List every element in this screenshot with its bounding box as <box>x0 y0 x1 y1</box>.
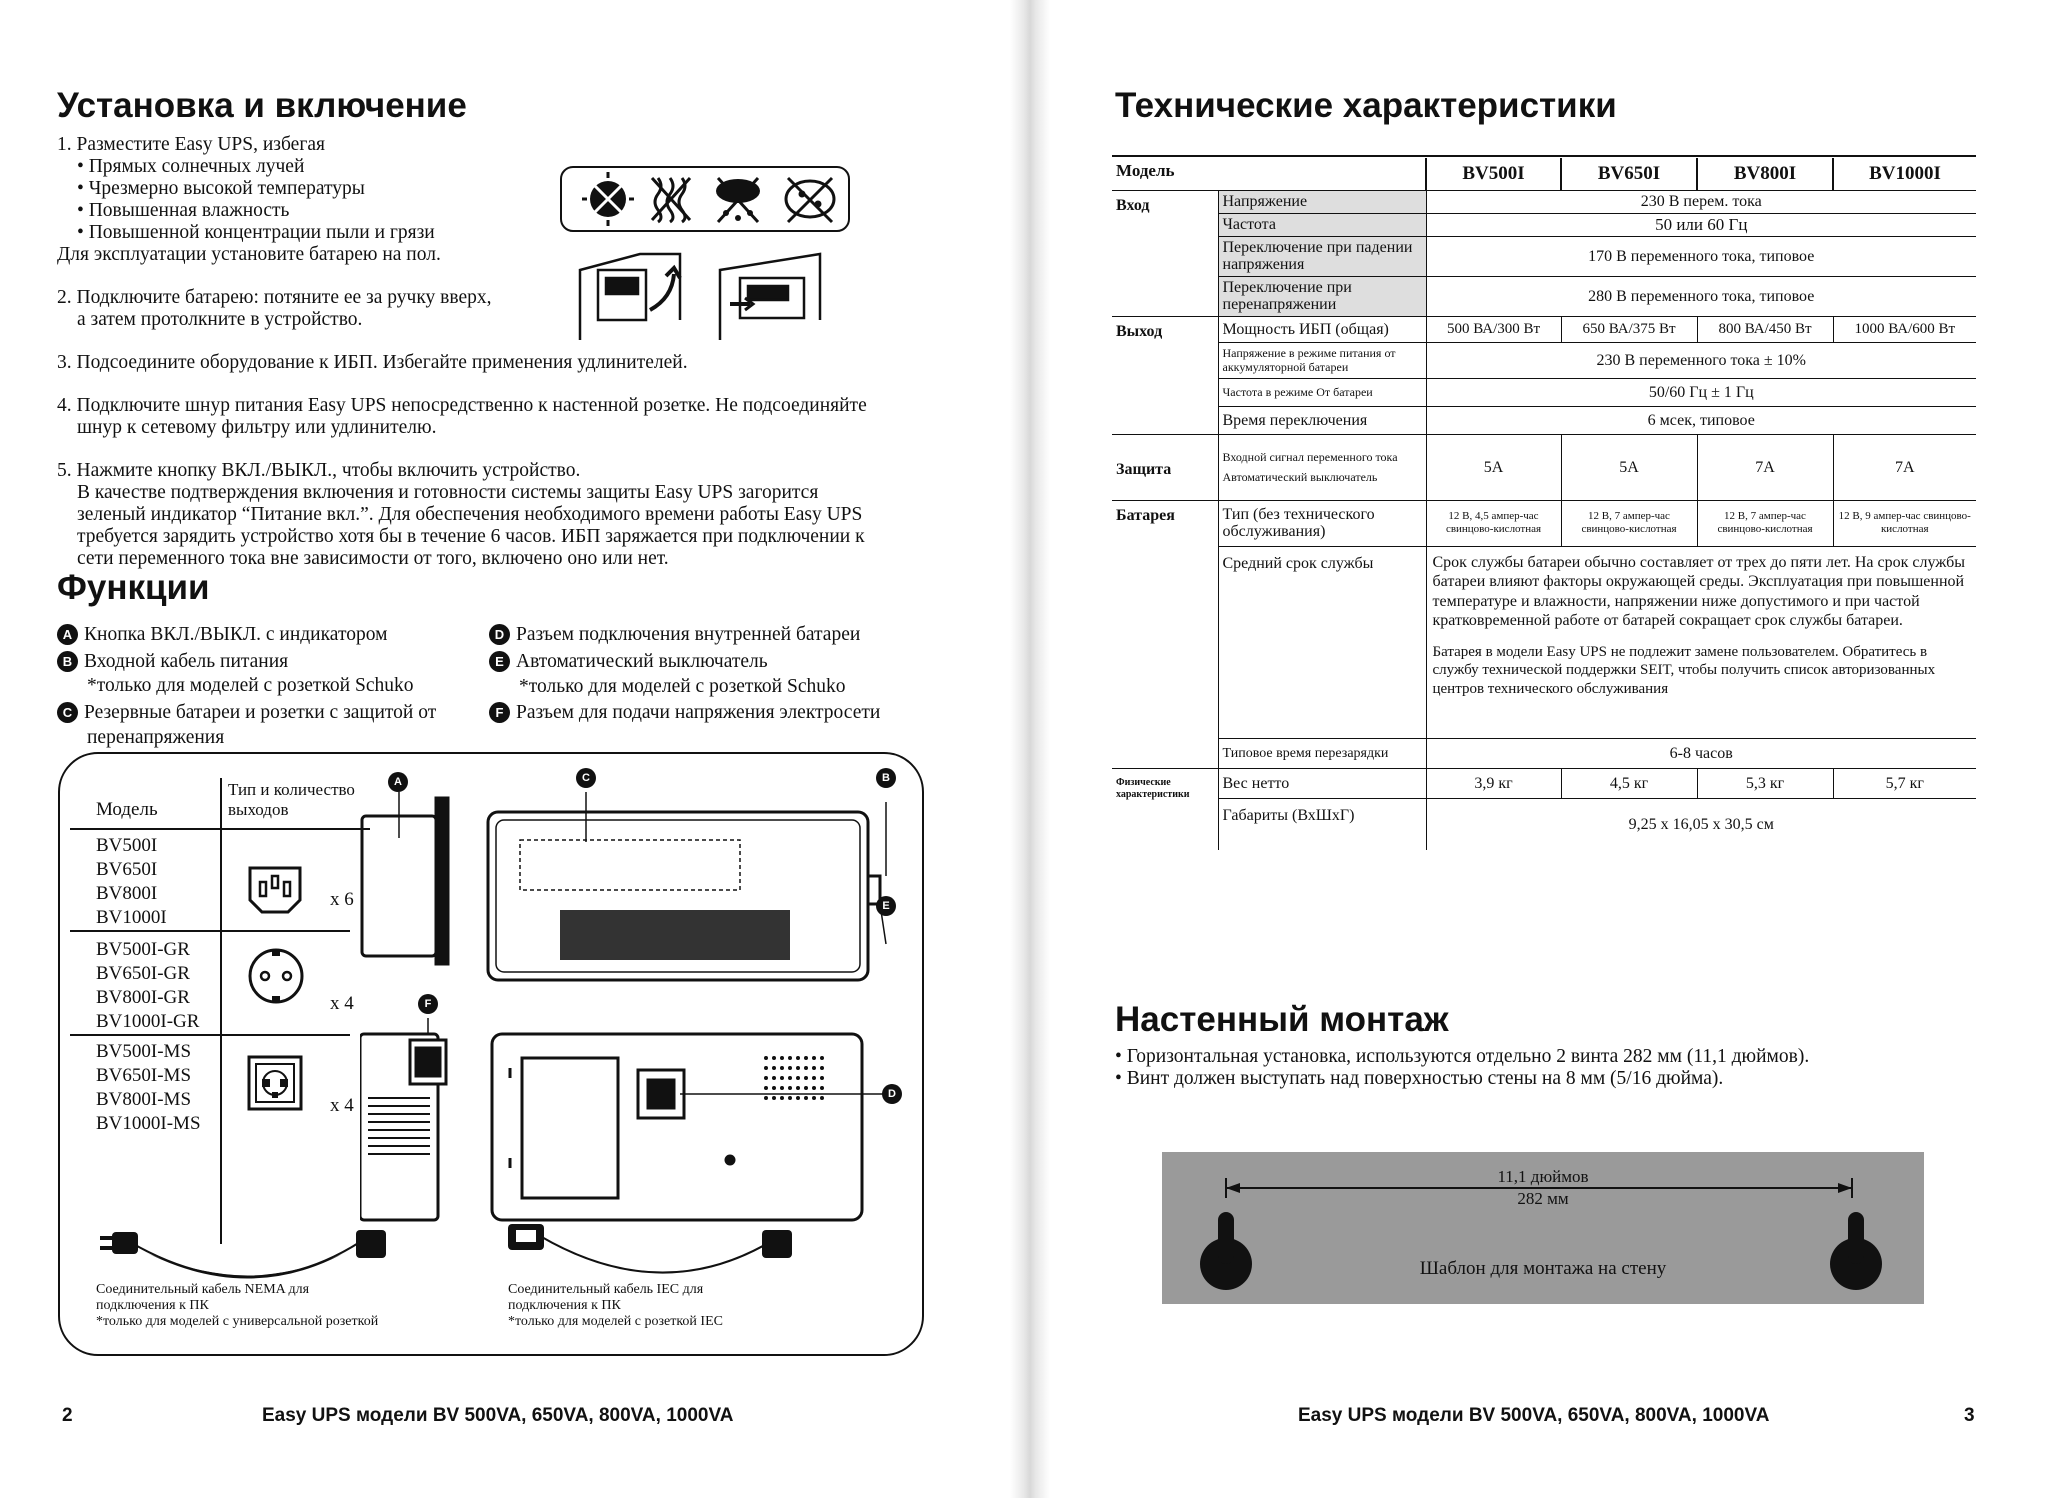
marker-b-icon: B <box>876 768 896 788</box>
marker-f-icon: F <box>489 702 510 723</box>
spec-table <box>1112 158 1976 850</box>
spec-group-input: Вход <box>1112 190 1218 316</box>
functions-title: Функции <box>57 568 210 607</box>
diagram-col-type: выходов <box>228 800 289 819</box>
model-bv500i: BV500I <box>96 835 158 856</box>
spec-label: Вес нетто <box>1218 768 1426 798</box>
spec-value: 5,7 кг <box>1833 768 1976 798</box>
wall-mount-bullet: • Винт должен выступать над поверхностью стены на 8 мм (5/16 дюйма). <box>1115 1068 1724 1089</box>
cable1-caption: Соединительный кабель NEMA для <box>96 1282 310 1297</box>
spec-label-pair <box>1218 434 1426 500</box>
spec-label: Тип (без технического обслуживания) <box>1218 500 1426 546</box>
spec-value: 9,25 x 16,05 x 30,5 см <box>1426 798 1976 850</box>
install-step-5-cont: В качестве подтверждения включения и готовности системы защиты Easy UPS загорится <box>77 482 819 503</box>
spec-value: 3,9 кг <box>1426 768 1561 798</box>
spec-value: 50/60 Гц ± 1 Гц <box>1426 378 1976 406</box>
marker-a-icon: A <box>57 624 78 645</box>
model-bv650i: BV650I <box>96 859 158 880</box>
install-step-5-cont: зеленый индикатор “Питание вкл.”. Для обеспечения необходимого времени работы Easy UPS <box>77 504 863 525</box>
spec-rule <box>1112 155 1976 157</box>
function-item-a: A Кнопка ВКЛ./ВЫКЛ. с индикатором <box>57 624 387 646</box>
spec-value: 12 В, 4,5 ампер-час свинцово-кислотная <box>1426 500 1561 546</box>
spec-value: 230 В переменного тока ± 10% <box>1426 342 1976 378</box>
spec-battery-life-block <box>1426 546 1976 738</box>
spec-model-bv800i: BV800I <box>1697 158 1833 190</box>
template-dim-in: 11,1 дюймов <box>1162 1166 1924 1188</box>
marker-d-icon: D <box>882 1084 902 1104</box>
template-dim-mm: 282 мм <box>1517 1189 1569 1208</box>
model-bv500i-gr: BV500I-GR <box>96 939 190 960</box>
model-bv1000i-gr: BV1000I-GR <box>96 1011 200 1032</box>
function-note: *только для моделей с розеткой Schuko <box>87 675 414 696</box>
spec-value: Срок службы батареи обычно составляет от трех до пяти лет. На срок службы батареи влияют факторы окружающей среды. Эксплуатация при повышенной температуре и влажности, напряжении ниже допустимого и при частой кратковременной работе от батарей сокращает срок службы батареи. <box>1432 553 1965 629</box>
spec-label: Переключение при падении напряжения <box>1218 236 1426 276</box>
install-step-5: 5. Нажмите кнопку ВКЛ./ВЫКЛ., чтобы включить устройство. <box>57 460 581 481</box>
model-bv800i-gr: BV800I-GR <box>96 987 190 1008</box>
spec-label: Габариты (ВхШхГ) <box>1218 798 1426 850</box>
function-item-b: B Входной кабель питания <box>57 651 288 673</box>
install-step-2-cont: а затем протолкните в устройство. <box>77 309 363 330</box>
spec-label: Частота <box>1218 213 1426 236</box>
model-bv1000i: BV1000I <box>96 907 167 928</box>
template-label: Шаблон для монтажа на стену <box>1419 1258 1667 1279</box>
install-step-3: 3. Подсоедините оборудование к ИБП. Избегайте применения удлинителей. <box>57 352 688 373</box>
spec-value: 170 В переменного тока, типовое <box>1426 236 1976 276</box>
model-bv500i-ms: BV500I-MS <box>96 1041 192 1062</box>
spec-value: 230 В перем. тока <box>1426 190 1976 213</box>
diagram-col-model: Модель <box>96 799 158 820</box>
install-bullet: • Повышенной концентрации пыли и грязи <box>77 222 435 243</box>
spec-label: Автоматический выключатель <box>1222 470 1378 484</box>
install-step-5-cont: требуется зарядить устройство хотя бы в течение 6 часов. ИБП заряжается при подключении к <box>77 526 865 547</box>
spec-value: 50 или 60 Гц <box>1426 213 1976 236</box>
cable2-caption: подключения к ПК <box>508 1298 621 1313</box>
spec-label: Частота в режиме От батареи <box>1218 378 1426 406</box>
marker-b-icon: B <box>57 651 78 672</box>
spec-value: 5A <box>1561 434 1697 500</box>
model-bv1000i-ms: BV1000I-MS <box>96 1113 201 1134</box>
outlet-count: x 4 <box>330 993 354 1014</box>
install-bullet: • Прямых солнечных лучей <box>77 156 305 177</box>
spec-label: Напряжение <box>1218 190 1426 213</box>
cable1-caption: подключения к ПК <box>96 1298 209 1313</box>
install-step-1: 1. Разместите Easy UPS, избегая <box>57 134 325 155</box>
spec-label: Мощность ИБП (общая) <box>1218 316 1426 342</box>
spec-header-model: Модель <box>1116 161 1175 180</box>
spec-value: 6 мсек, типовое <box>1426 406 1976 434</box>
install-step-4: 4. Подключите шнур питания Easy UPS непосредственно к настенной розетке. Не подсоединяйте <box>57 395 867 416</box>
spec-value: 800 ВА/450 Вт <box>1697 316 1833 342</box>
spec-value: 1000 ВА/600 Вт <box>1833 316 1976 342</box>
wall-mount-bullet: • Горизонтальная установка, используются отдельно 2 винта 282 мм (11,1 дюймов). <box>1115 1046 1810 1067</box>
function-item-f: F Разъем для подачи напряжения электросети <box>489 702 880 724</box>
spec-value: 7A <box>1833 434 1976 500</box>
spec-label: Типовое время перезарядки <box>1218 738 1426 768</box>
install-note: Для эксплуатации установите батарею на пол. <box>57 244 441 265</box>
spec-model-bv650i: BV650I <box>1561 158 1697 190</box>
spec-group-output: Выход <box>1112 316 1218 434</box>
spec-model-bv500i: BV500I <box>1426 158 1561 190</box>
model-bv800i: BV800I <box>96 883 158 904</box>
function-item-e: E Автоматический выключатель <box>489 651 768 673</box>
spec-value: 6-8 часов <box>1426 738 1976 768</box>
page-number-left: 2 <box>62 1405 73 1426</box>
marker-e-icon: E <box>489 651 510 672</box>
marker-c-icon: C <box>576 768 596 788</box>
model-bv650i-gr: BV650I-GR <box>96 963 190 984</box>
page-number-right: 3 <box>1964 1405 1975 1426</box>
install-step-4-cont: шнур к сетевому фильтру или удлинителю. <box>77 417 437 438</box>
spec-value: 12 В, 7 ампер-час свинцово-кислотная <box>1697 500 1833 546</box>
spec-label: Средний срок службы <box>1218 546 1426 738</box>
spec-value: 500 ВА/300 Вт <box>1426 316 1561 342</box>
function-item-d: D Разъем подключения внутренней батареи <box>489 624 860 646</box>
spec-value: 280 В переменного тока, типовое <box>1426 276 1976 316</box>
spec-value: 12 В, 9 ампер-час свинцово-кислотная <box>1833 500 1976 546</box>
spec-group-battery: Батарея <box>1112 500 1218 768</box>
outlet-count: x 6 <box>330 889 354 910</box>
model-bv650i-ms: BV650I-MS <box>96 1065 192 1086</box>
cable2-caption: Соединительный кабель IEC для <box>508 1282 704 1297</box>
spec-value: Батарея в модели Easy UPS не подлежит замене пользователем. Обратитесь в службу технической поддержки SEIT, чтобы получить список авторизованных центров технического обслуживания <box>1432 643 1936 697</box>
model-bv800i-ms: BV800I-MS <box>96 1089 192 1110</box>
spec-value: 4,5 кг <box>1561 768 1697 798</box>
spec-label: Переключение при перенапряжении <box>1218 276 1426 316</box>
function-item-c-cont: перенапряжения <box>87 727 225 748</box>
spec-label: Время переключения <box>1218 406 1426 434</box>
spec-group-physical: Физические характеристики <box>1112 768 1218 850</box>
wall-mount-title: Настенный монтаж <box>1115 1000 1449 1039</box>
spec-value: 650 ВА/375 Вт <box>1561 316 1697 342</box>
footer-left: Easy UPS модели BV 500VA, 650VA, 800VA, 1000VA <box>262 1405 734 1426</box>
install-step-5-cont: сети переменного тока вне зависимости от того, включено оно или нет. <box>77 548 669 569</box>
marker-c-icon: C <box>57 702 78 723</box>
cable1-note: *только для моделей с универсальной розеткой <box>96 1314 379 1329</box>
marker-e-icon: E <box>876 896 896 916</box>
function-item-c: C Резервные батареи и розетки с защитой от <box>57 702 436 724</box>
install-step-2: 2. Подключите батарею: потяните ее за ручку вверх, <box>57 287 492 308</box>
wall-mount-template <box>1162 1152 1924 1304</box>
cable2-note: *только для моделей с розеткой IEC <box>508 1314 723 1329</box>
spec-value: 12 В, 7 ампер-час свинцово-кислотная <box>1561 500 1697 546</box>
footer-right: Easy UPS модели BV 500VA, 650VA, 800VA, 1000VA <box>1298 1405 1770 1426</box>
install-bullet: • Чрезмерно высокой температуры <box>77 178 365 199</box>
diagram-col-type: Тип и количество <box>228 780 355 799</box>
spec-value: 7A <box>1697 434 1833 500</box>
specs-title: Технические характеристики <box>1115 86 1617 125</box>
marker-a-icon: A <box>388 772 408 792</box>
install-bullet: • Повышенная влажность <box>77 200 290 221</box>
marker-f-icon: F <box>418 994 438 1014</box>
function-note: *только для моделей с розеткой Schuko <box>519 676 846 697</box>
marker-d-icon: D <box>489 624 510 645</box>
outlet-count: x 4 <box>330 1095 354 1116</box>
spec-model-bv1000i: BV1000I <box>1833 158 1976 190</box>
spec-value: 5A <box>1426 434 1561 500</box>
spec-value: 5,3 кг <box>1697 768 1833 798</box>
spec-label: Входной сигнал переменного тока <box>1222 450 1398 464</box>
spec-group-protection: Защита <box>1112 434 1218 500</box>
spec-label: Напряжение в режиме питания от аккумуляторной батареи <box>1218 342 1426 378</box>
install-title: Установка и включение <box>57 86 467 125</box>
